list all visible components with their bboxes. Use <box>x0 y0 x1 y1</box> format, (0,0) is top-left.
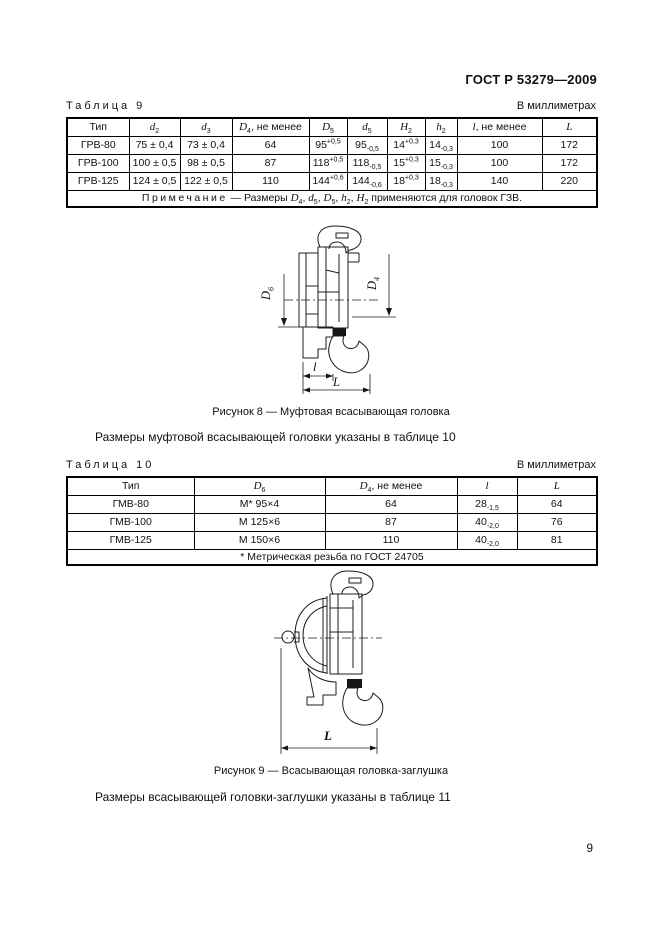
paragraph-table10-ref: Размеры муфтовой всасывающей головки указаны в таблице 10 <box>95 430 456 444</box>
table10-row-gmv125 <box>67 531 597 549</box>
cell-h2: $14_{-0,3}$ <box>425 136 457 154</box>
col-header-L: L <box>542 118 597 136</box>
table10-units-label: В миллиметрах <box>516 459 596 471</box>
dim-label-d4: $D_4$ <box>365 276 382 291</box>
cell-D4: 110 <box>232 172 309 190</box>
table10-header-row <box>67 477 597 495</box>
table9-units-label: В миллиметрах <box>516 100 596 112</box>
cell-D4: 87 <box>232 154 309 172</box>
col-header-d3: $d_3$ <box>180 118 232 136</box>
col-header-L: L <box>517 477 597 495</box>
dim-label-l: l <box>313 360 317 374</box>
table9-header-row <box>67 118 597 136</box>
cell-l: $40_{-2,0}$ <box>457 513 517 531</box>
cell-d3: 98 ± 0,5 <box>180 154 232 172</box>
dim-label-L: L <box>324 728 332 743</box>
dim-label-L: L <box>333 375 340 389</box>
table9-caption-row <box>66 100 596 112</box>
cell-type: ГМВ-125 <box>67 531 194 549</box>
cell-type: ГРВ-125 <box>67 172 129 190</box>
cell-l: 140 <box>457 172 542 190</box>
cell-l: $40_{-2,0}$ <box>457 531 517 549</box>
col-header-h2: $h_2$ <box>425 118 457 136</box>
dim-label-d6: $D_6$ <box>259 286 276 301</box>
table10-footnote: * Метрическая резьба по ГОСТ 24705 <box>67 549 597 565</box>
cell-L: 81 <box>517 531 597 549</box>
col-header-H2: $H_2$ <box>387 118 425 136</box>
table9-note: Примечание — Размеры $D_4$, $d_5$, $D_5$, $h_2$, $H_2$ применяются для головок ГЗВ. <box>67 190 597 207</box>
cell-d2: 100 ± 0,5 <box>129 154 180 172</box>
cell-h2: $15_{-0,3}$ <box>425 154 457 172</box>
table9-note-row <box>67 190 597 207</box>
cell-D6: М 150×6 <box>194 531 325 549</box>
figure9-caption: Рисунок 9 — Всасывающая головка-заглушка <box>213 765 449 777</box>
doc-header: ГОСТ Р 53279—2009 <box>465 72 597 87</box>
figure9-drawing <box>250 568 430 760</box>
figure8-drawing <box>240 224 425 404</box>
cell-D4: 87 <box>325 513 457 531</box>
col-header-type: Тип <box>67 477 194 495</box>
col-header-l: l <box>457 477 517 495</box>
table10-row-gmv100 <box>67 513 597 531</box>
col-header-D4: $D_4$, не менее <box>232 118 309 136</box>
col-header-l: l, не менее <box>457 118 542 136</box>
cell-D5: $144^{+0,6}$ <box>309 172 347 190</box>
col-header-d2: $d_2$ <box>129 118 180 136</box>
cell-l: 100 <box>457 136 542 154</box>
cell-L: 172 <box>542 136 597 154</box>
gasket <box>333 328 346 336</box>
cell-D6: М* 95×4 <box>194 495 325 513</box>
cell-l: $28_{-1,5}$ <box>457 495 517 513</box>
cell-d5: $118_{-0,5}$ <box>347 154 387 172</box>
cell-D6: М 125×6 <box>194 513 325 531</box>
cell-h2: $18_{-0,3}$ <box>425 172 457 190</box>
cell-D5: $118^{+0,5}$ <box>309 154 347 172</box>
cell-D4: 64 <box>325 495 457 513</box>
table10 <box>66 476 598 566</box>
page-number: 9 <box>586 841 593 855</box>
cell-D5: $95^{+0,5}$ <box>309 136 347 154</box>
cell-d2: 75 ± 0,4 <box>129 136 180 154</box>
table10-caption-row <box>66 459 596 471</box>
col-header-D4: $D_4$, не менее <box>325 477 457 495</box>
cell-l: 100 <box>457 154 542 172</box>
table9 <box>66 117 598 208</box>
cap-knob <box>282 631 294 643</box>
cell-D4: 64 <box>232 136 309 154</box>
cell-L: 220 <box>542 172 597 190</box>
paragraph-table11-ref: Размеры всасывающей головки-заглушки указаны в таблице 11 <box>95 790 451 804</box>
cell-H2: $18^{+0,3}$ <box>387 172 425 190</box>
table9-label: Таблица 9 <box>66 100 146 112</box>
cell-L: 64 <box>517 495 597 513</box>
cap-suction-head-drawing <box>250 568 430 760</box>
table9-row-grv100 <box>67 154 597 172</box>
cell-type: ГМВ-100 <box>67 513 194 531</box>
cell-H2: $15^{+0,3}$ <box>387 154 425 172</box>
col-header-D6: $D_6$ <box>194 477 325 495</box>
cell-D4: 110 <box>325 531 457 549</box>
cell-type: ГМВ-80 <box>67 495 194 513</box>
gasket <box>347 679 362 688</box>
figure8-caption: Рисунок 8 — Муфтовая всасывающая головка <box>212 406 450 418</box>
cell-d3: 73 ± 0,4 <box>180 136 232 154</box>
cell-d2: 124 ± 0,5 <box>129 172 180 190</box>
col-header-D5: $D_5$ <box>309 118 347 136</box>
table9-row-grv125 <box>67 172 597 190</box>
cell-d5: $144_{-0,6}$ <box>347 172 387 190</box>
table10-footnote-row <box>67 549 597 565</box>
cell-type: ГРВ-100 <box>67 154 129 172</box>
cell-d5: $95_{-0,5}$ <box>347 136 387 154</box>
col-header-d5: $d_5$ <box>347 118 387 136</box>
table9-row-grv80 <box>67 136 597 154</box>
cell-L: 76 <box>517 513 597 531</box>
cell-d3: 122 ± 0,5 <box>180 172 232 190</box>
cell-type: ГРВ-80 <box>67 136 129 154</box>
cell-H2: $14^{+0,3}$ <box>387 136 425 154</box>
table10-row-gmv80 <box>67 495 597 513</box>
table10-label: Таблица 10 <box>66 459 155 471</box>
col-header-type: Тип <box>67 118 129 136</box>
cell-L: 172 <box>542 154 597 172</box>
